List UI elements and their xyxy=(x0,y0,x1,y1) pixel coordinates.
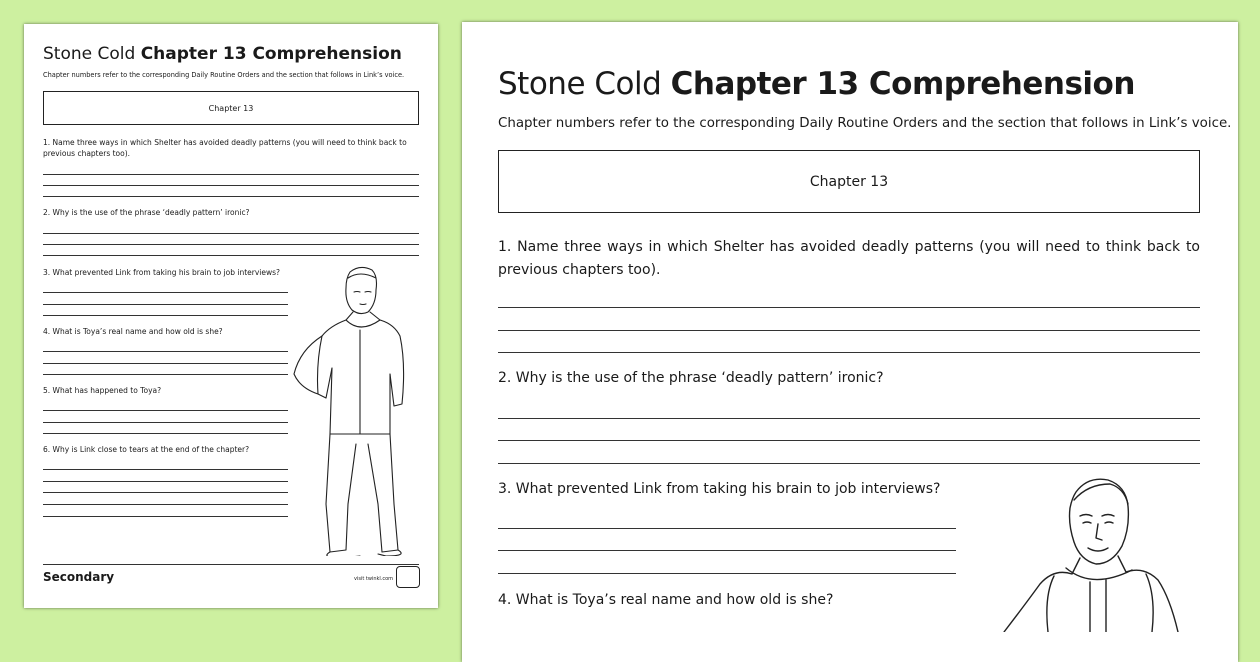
question-6: 6. Why is Link close to tears at the end of the chapter? xyxy=(43,445,250,454)
question-1: 1. Name three ways in which Shelter has avoided deadly patterns (you will need to think back to previous chapters too). xyxy=(43,138,407,158)
chapter-box xyxy=(498,150,1200,213)
worksheet-thumbnail xyxy=(24,24,438,608)
question-2: 2. Why is the use of the phrase ‘deadly pattern’ ironic? xyxy=(498,370,884,386)
question-4: 4. What is Toya’s real name and how old is she? xyxy=(498,592,834,608)
subtitle: Chapter numbers refer to the corresponding Daily Routine Orders and the section that follows in Link’s voice. xyxy=(498,116,1232,131)
subtitle: Chapter numbers refer to the corresponding Daily Routine Orders and the section that follows in Link’s voice. xyxy=(43,71,405,79)
question-3: 3. What prevented Link from taking his brain to job interviews? xyxy=(43,268,281,277)
footer-site[interactable]: visit twinkl.com xyxy=(354,576,394,582)
title-light: Stone Cold xyxy=(498,66,662,102)
worksheet-zoomed xyxy=(462,22,1238,662)
question-2: 2. Why is the use of the phrase ‘deadly pattern’ ironic? xyxy=(43,208,250,217)
footer-level: Secondary xyxy=(43,570,115,584)
question-3: 3. What prevented Link from taking his brain to job interviews? xyxy=(498,481,941,497)
title-bold: Chapter 13 Comprehension xyxy=(670,66,1135,102)
chapter-box xyxy=(43,91,419,125)
title-light: Stone Cold xyxy=(43,44,136,64)
link-character-illustration xyxy=(290,264,420,556)
question-4: 4. What is Toya’s real name and how old is she? xyxy=(43,327,223,336)
question-5: 5. What has happened to Toya? xyxy=(43,386,162,395)
link-character-illustration xyxy=(994,472,1214,632)
page-title xyxy=(43,44,402,64)
title-bold: Chapter 13 Comprehension xyxy=(140,44,402,64)
chapter-box-label: Chapter 13 xyxy=(809,173,889,190)
twinkl-logo-icon xyxy=(396,566,420,588)
chapter-box-label: Chapter 13 xyxy=(208,103,254,113)
page-title xyxy=(498,66,1135,102)
question-1: 1. Name three ways in which Shelter has avoided deadly patterns (you will need to think back to previous chapters too). xyxy=(498,239,1200,278)
